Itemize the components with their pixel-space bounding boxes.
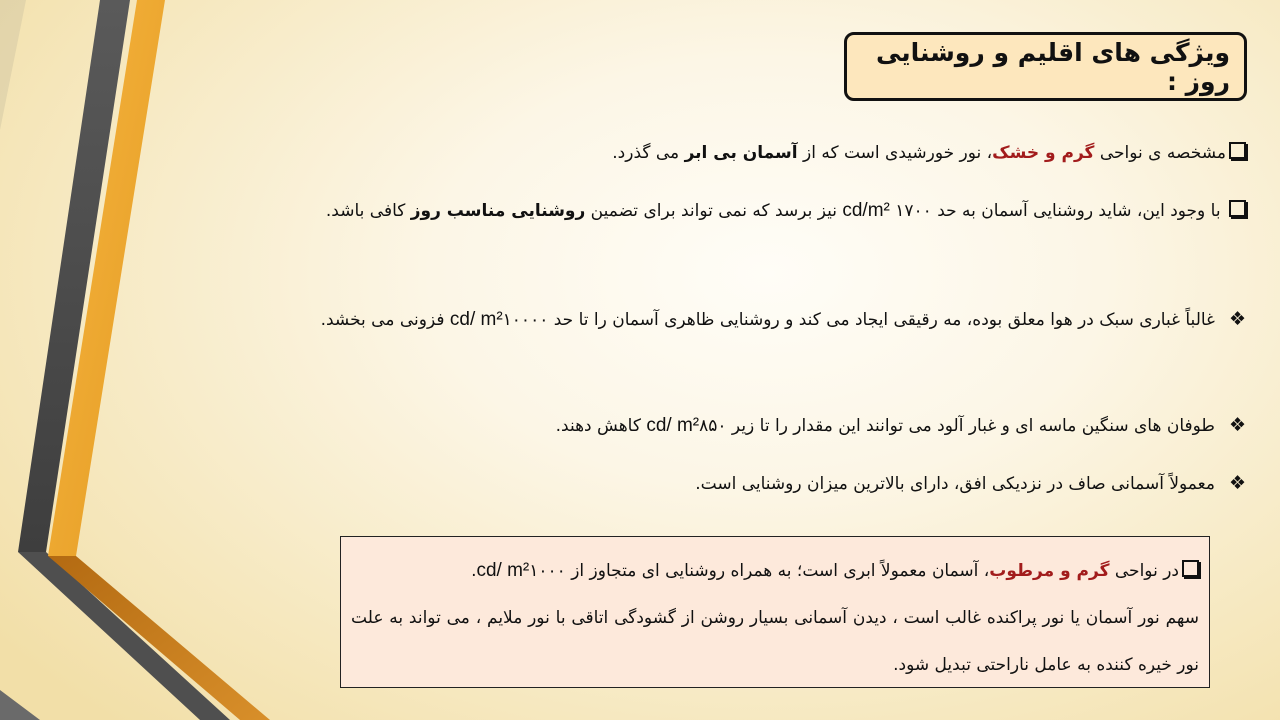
highlight-hot-dry: گرم و خشک: [992, 143, 1095, 163]
paragraph-5: ❖معمولاً آسمانی صاف در نزدیکی افق، دارای بالاترین میزان روشنایی است.: [695, 472, 1246, 494]
value-850: ۸۵۰: [699, 416, 727, 436]
value-10000: ۱۰۰۰۰: [502, 310, 549, 330]
checkbox-icon: [1229, 200, 1246, 217]
highlight-hot-humid: گرم و مرطوب: [989, 561, 1110, 581]
title-box: [844, 32, 1247, 101]
paragraph-4: ❖طوفان های سنگین ماسه ای و غبار آلود می توانند این مقدار را تا زیر ۸۵۰cd/ m² کاهش دهند.: [555, 414, 1246, 436]
info-box-line-1: در نواحی گرم و مرطوب، آسمان معمولاً ابری است؛ به همراه روشنایی ای متجاوز از ۱۰۰۰cd/ m².: [351, 547, 1199, 595]
value-1700: ۱۷۰۰: [895, 201, 932, 221]
info-box: [340, 536, 1210, 688]
checkbox-icon: [1229, 142, 1246, 159]
diamond-bullet-icon: ❖: [1228, 472, 1246, 494]
checkbox-icon: [1182, 560, 1199, 577]
value-1000: ۱۰۰۰: [529, 561, 566, 581]
unit-label: cd/ m²: [449, 309, 503, 330]
highlight-clear-sky: آسمان بی ابر: [684, 143, 798, 163]
diamond-bullet-icon: ❖: [1228, 414, 1246, 436]
paragraph-2: با وجود این، شاید روشنایی آسمان به حد ۱۷۰۰ cd/m² نیز برسد که نمی تواند برای تضمین روشنایی مناسب روز کافی باشد.: [240, 186, 1246, 236]
paragraph-3: ❖غالباً غباری سبک در هوا معلق بوده، مه رقیقی ایجاد می کند و روشنایی ظاهری آسمان را تا حد ۱۰۰۰۰cd/ m² فزونی می بخشد.: [320, 308, 1246, 330]
diamond-bullet-icon: ❖: [1228, 308, 1246, 330]
info-box-line-2: سهم نور آسمان یا نور پراکنده غالب است ، دیدن آسمانی بسیار روشن از گشودگی اتاقی با نور ملایم ، می تواند به علت نور خیره کننده به عامل ناراحتی تبدیل شود.: [351, 608, 1199, 675]
unit-label: cd/ m²: [646, 415, 700, 436]
slide-title: ویژگی های اقلیم و روشنایی روز :: [875, 37, 1230, 96]
unit-label: cd/m²: [842, 200, 890, 221]
unit-label: cd/ m²: [476, 560, 530, 581]
highlight-daylight: روشنایی مناسب روز: [410, 201, 586, 221]
paragraph-1: مشخصه ی نواحی گرم و خشک، نور خورشیدی است که از آسمان بی ابر می گذرد.: [520, 128, 1246, 178]
